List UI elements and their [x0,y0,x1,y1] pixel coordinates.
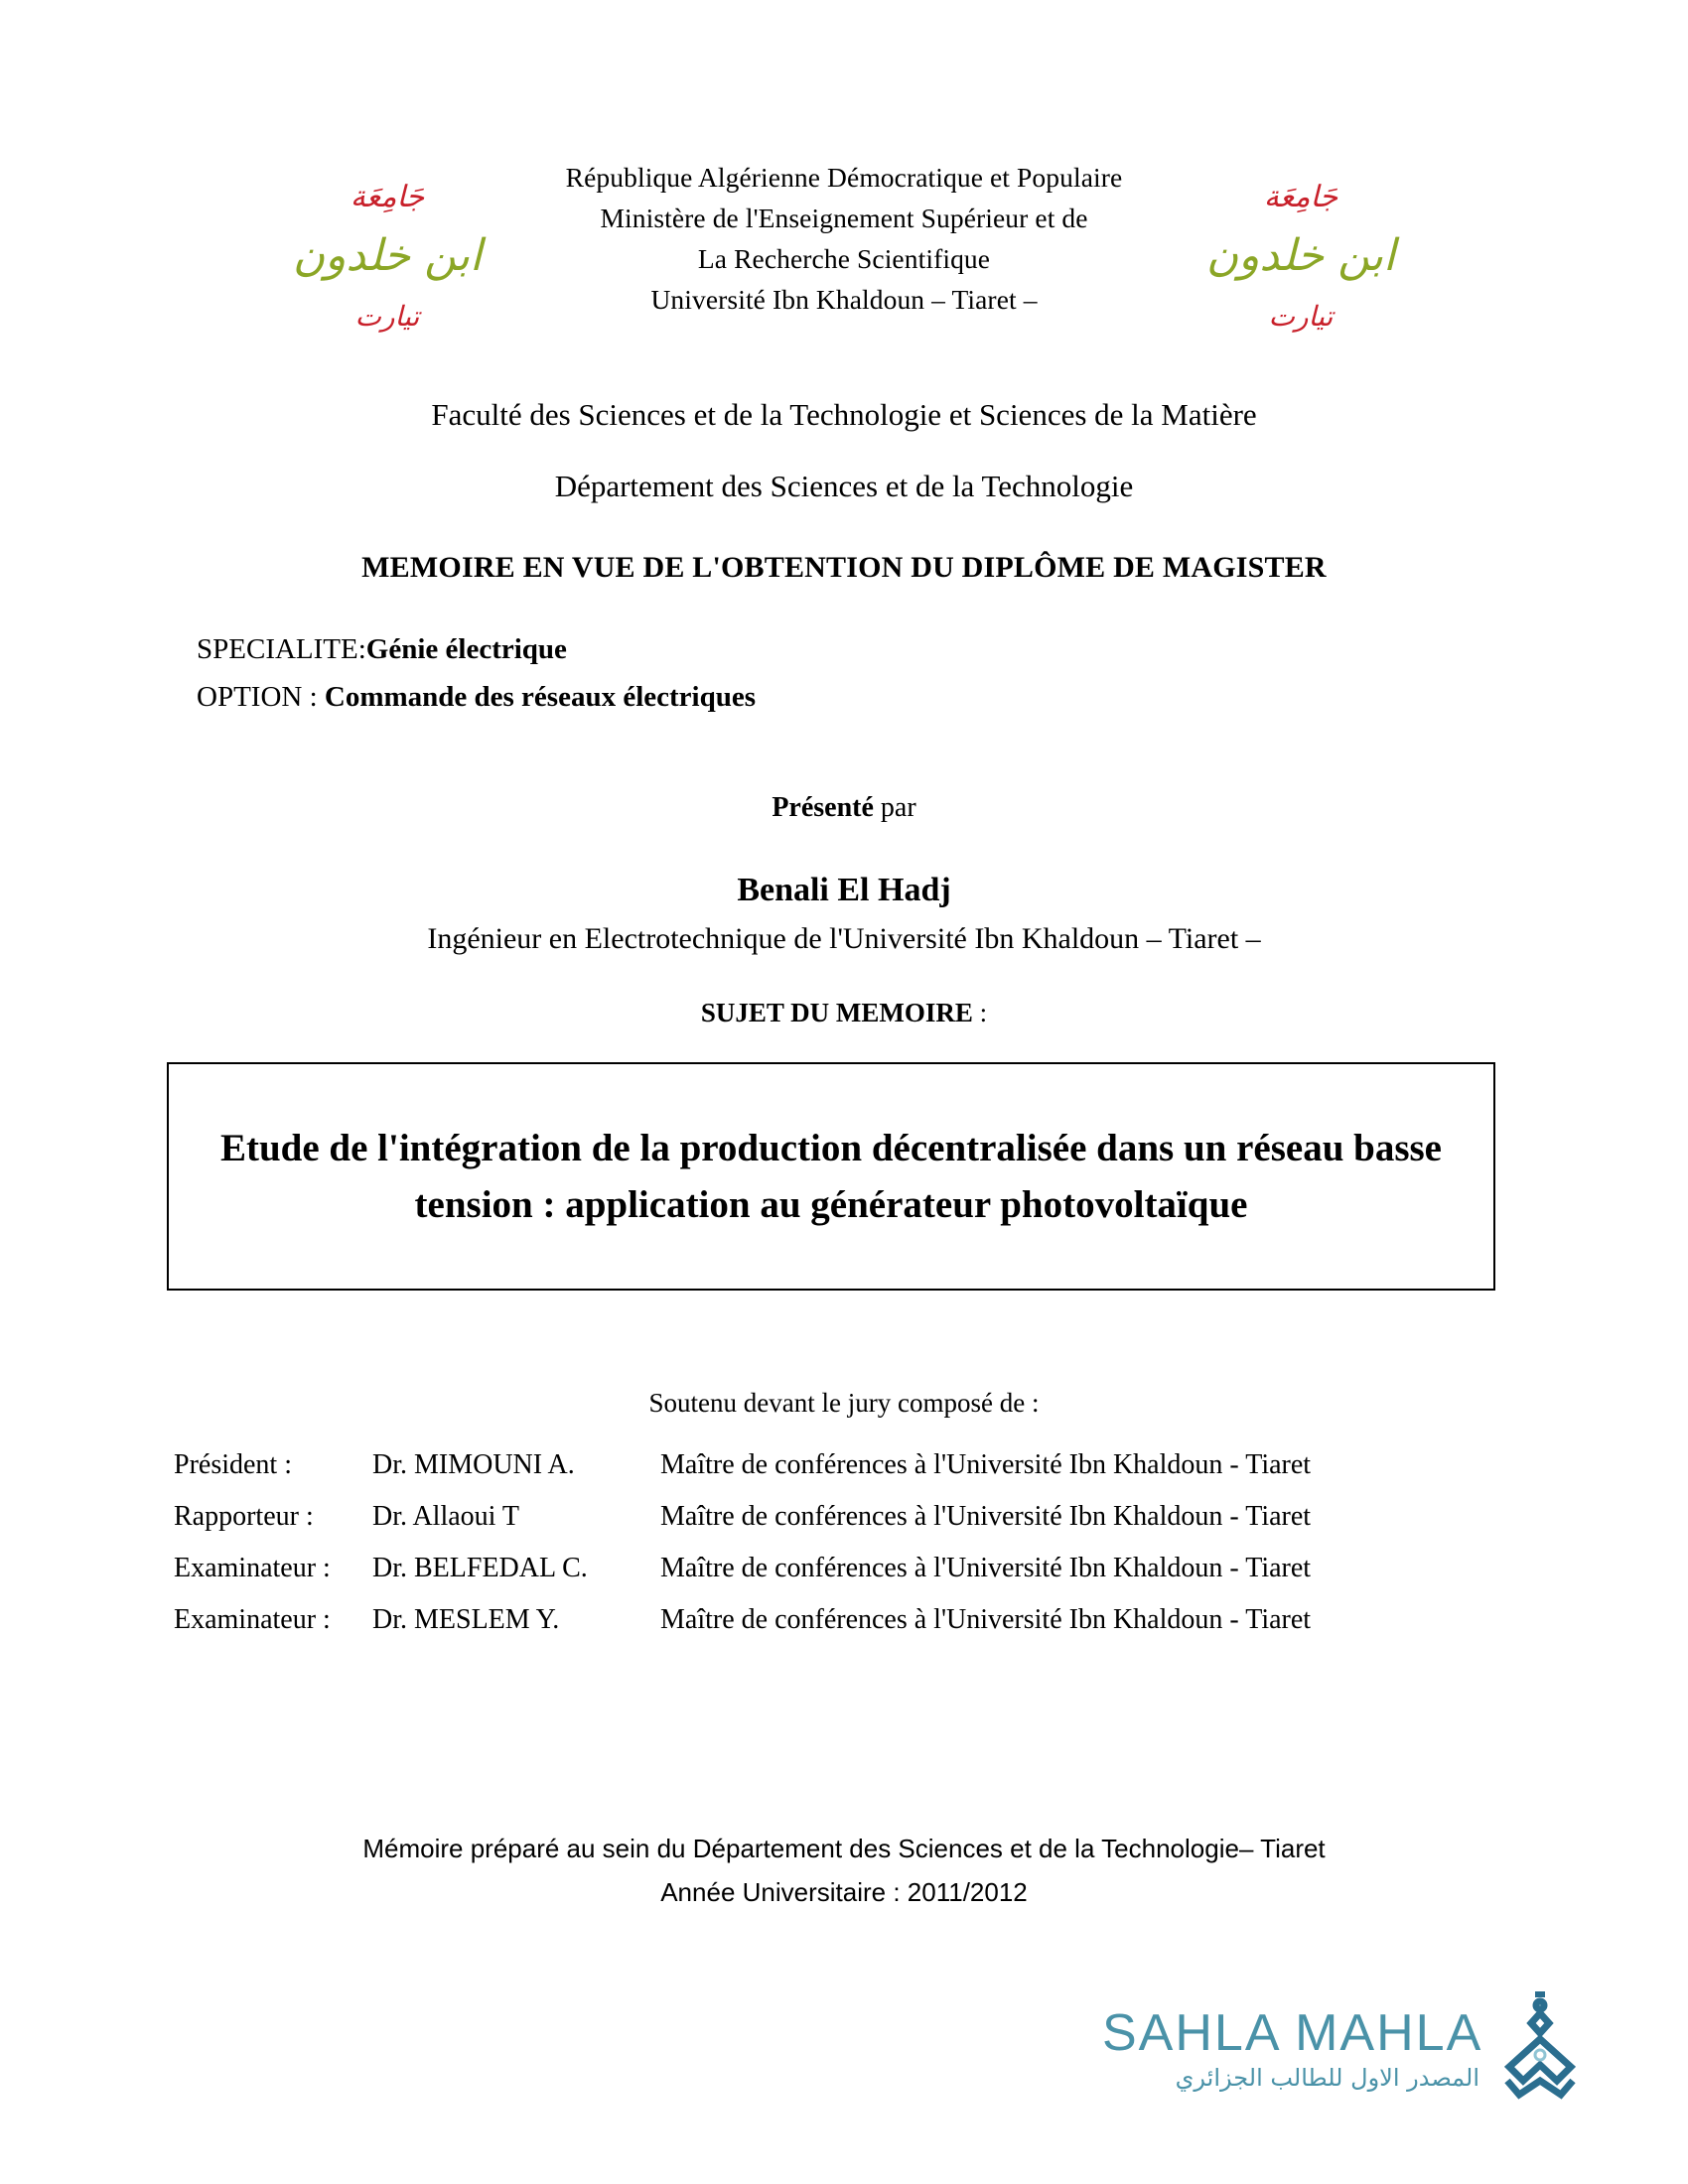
faculty-line: Faculté des Sciences et de la Technologie et Sciences de la Matière [431,397,1257,432]
diploma-heading: MEMOIRE EN VUE DE L'OBTENTION DU DIPLÔME DE MAGISTER [361,551,1327,584]
footer-line-1: Mémoire préparé au sein du Département des Sciences et de la Technologie– Tiaret [362,1834,1326,1863]
jury-affiliation: Maître de conférences à l'Université Ibn Khaldoun - Tiaret [660,1604,1312,1635]
jury-role: Examinateur : [174,1553,331,1583]
jury-role: Président : [174,1449,292,1480]
option-row [197,673,1388,721]
jury-name: Dr. BELFEDAL C. [372,1553,588,1583]
subject-label-rest: : [972,998,988,1027]
jury-table [174,1439,1564,1646]
institution-line-3: La Recherche Scientifique [697,243,991,274]
svg-text:جَامِعَة: جَامِعَة [1263,180,1338,214]
jury-affiliation: Maître de conférences à l'Université Ibn Khaldoun - Tiaret [660,1501,1312,1532]
watermark-title: SAHLA MAHLA [1102,2004,1483,2062]
page-footer [0,1827,1688,1914]
option-label: OPTION : [197,681,325,713]
option-value: Commande des réseaux électriques [324,681,757,713]
specialty-option-block [197,625,1388,721]
jury-intro: Soutenu devant le jury composé de : [648,1388,1040,1418]
subject-label-lead: SUJET DU MEMOIRE [700,998,973,1027]
thesis-title: Etude de l'intégration de la production décentralisée dans un réseau basse tension : application au générateur photovoltaïque [219,1127,1442,1226]
institution-line-2: Ministère de l'Enseignement Supérieur et de [600,203,1088,233]
sahla-mahla-watermark [1102,1971,1618,2129]
svg-text:تيارت: تيارت [354,300,420,333]
institution-line-4: Université Ibn Khaldoun – Tiaret – [650,284,1038,315]
sahla-mahla-emblem-icon [1485,1985,1595,2115]
jury-affiliation: Maître de conférences à l'Université Ibn Khaldoun - Tiaret [660,1553,1312,1583]
author-name: Benali El Hadj [737,872,951,908]
jury-row [174,1543,1564,1594]
jury-name: Dr. MIMOUNI A. [372,1449,575,1480]
footer-line-2: Année Universitaire : 2011/2012 [660,1877,1028,1907]
page-header [0,149,1688,347]
specialty-value: Génie électrique [365,633,567,665]
jury-affiliation: Maître de conférences à l'Université Ibn Khaldoun - Tiaret [660,1449,1312,1480]
svg-text:تيارت: تيارت [1268,300,1334,333]
institution-lines [487,149,1201,320]
watermark-subtitle: المصدر الاول للطالب الجزائري [1175,2064,1479,2092]
subject-label [0,995,1688,1030]
specialty-label: SPECIALITE: [197,633,366,665]
jury-name: Dr. MESLEM Y. [372,1604,560,1635]
jury-row [174,1439,1564,1491]
thesis-title-box [167,1062,1495,1291]
institution-line-1: République Algérienne Démocratique et Populaire [565,162,1123,193]
author-subtitle: Ingénieur en Electrotechnique de l'Université Ibn Khaldoun – Tiaret – [427,922,1261,955]
jury-row [174,1594,1564,1646]
department-line: Département des Sciences et de la Technologie [554,469,1134,503]
presented-by-line [0,789,1688,827]
presented-rest: par [873,792,916,823]
specialty-row [197,625,1388,673]
svg-text:ابن خلدون: ابن خلدون [1205,230,1396,281]
university-logo-left [288,149,487,347]
svg-text:جَامِعَة: جَامِعَة [350,180,425,214]
svg-text:ابن خلدون: ابن خلدون [292,230,483,281]
presented-lead: Présenté [772,792,874,823]
university-logo-right [1201,149,1400,347]
jury-role: Rapporteur : [174,1501,314,1532]
jury-row [174,1491,1564,1543]
watermark-text [1102,2005,1485,2095]
jury-name: Dr. Allaoui T [372,1501,520,1532]
jury-role: Examinateur : [174,1604,331,1635]
